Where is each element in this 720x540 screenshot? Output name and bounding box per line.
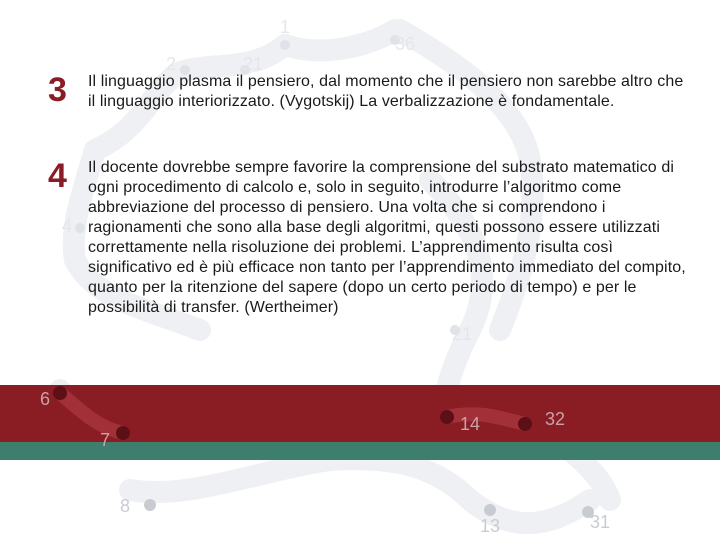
bg-number-2: 2 [166,54,177,74]
point-3 [48,72,688,112]
bg-number-14: 14 [460,414,481,434]
point-text: Il linguaggio plasma il pensiero, dal momento che il pensiero non sarebbe altro che il linguaggio interiorizzato. (Vygotskij) La verbalizzazione è fondamentale. [88,73,684,110]
bg-number-36: 36 [395,34,416,54]
bg-number-21b: 21 [452,324,473,344]
bg-number-13: 13 [480,516,501,536]
bg-number-1: 1 [280,17,291,37]
bg-number-21a: 21 [243,54,264,74]
bg-number-8: 8 [120,496,131,516]
point-4 [48,158,688,318]
bg-number-6: 6 [40,389,51,409]
point-number: 3 [48,71,67,109]
point-number: 4 [48,157,67,195]
bg-number-32: 32 [545,409,566,429]
point-text: Il docente dovrebbe sempre favorire la comprensione del substrato matematico di ogni procedimento di calcolo e, solo in seguito, introdurre l’algoritmo come abbreviazione del processo di pensiero. Una volta che si comprendono i ragionamenti che sono alla base degli algoritmi, questi possono essere utilizzati correttamente nella risoluzione dei problemi. L’apprendimento risulta così significativo ed è più efficace non tanto per l’apprendimento immediato del compito, quanto per la ritenzione del sapere (dopo un certo periodo di tempo) e per le possibilità di transfer. (Wertheimer) [88,159,686,316]
bg-number-31: 31 [590,512,611,532]
bg-number-7: 7 [100,430,111,450]
bg-number-4: 4 [62,216,73,236]
